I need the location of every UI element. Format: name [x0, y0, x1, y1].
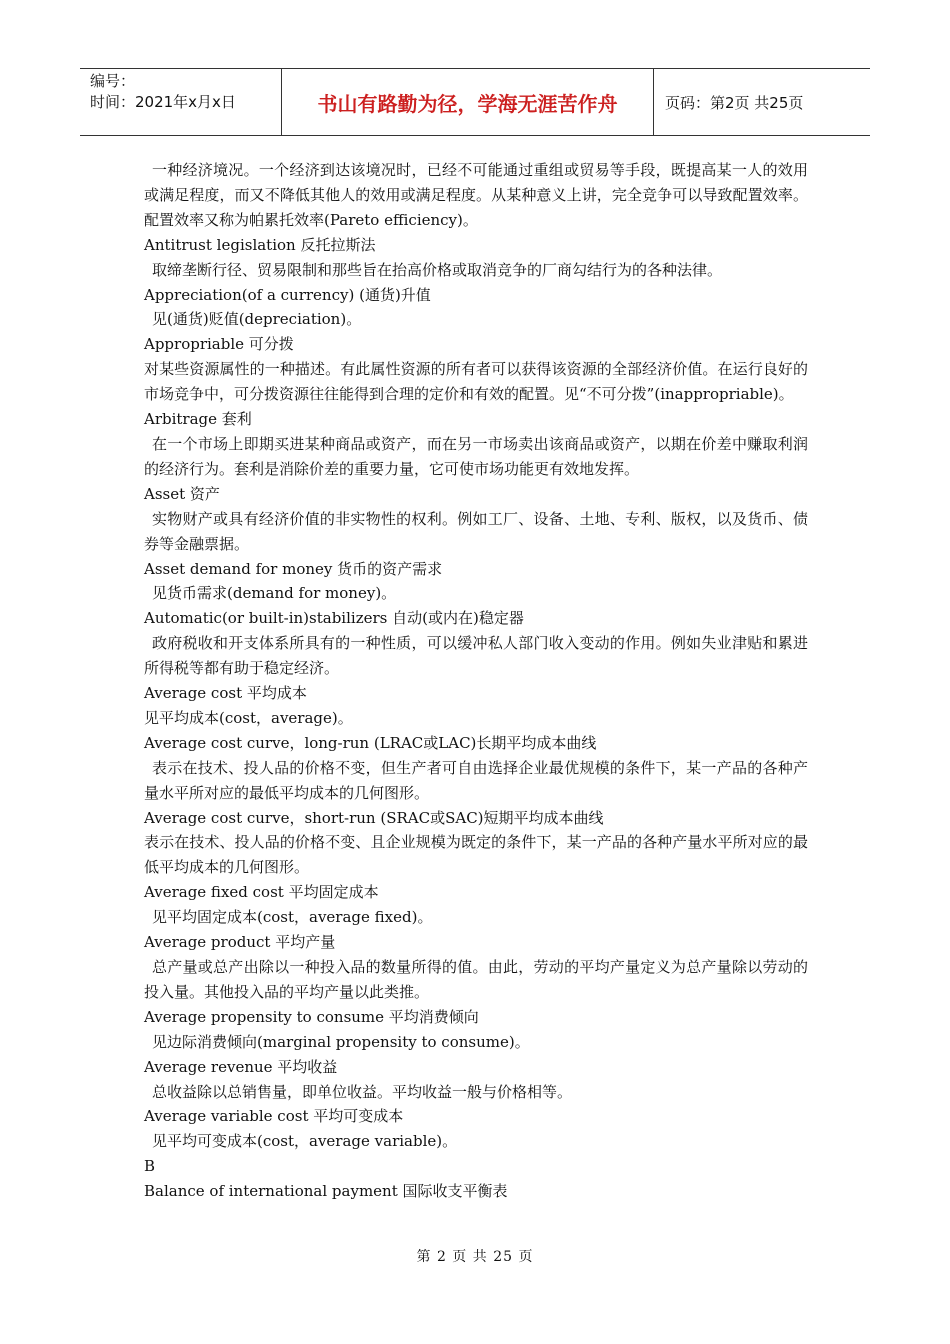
glossary-term: B	[144, 1157, 156, 1176]
glossary-term: Balance of international payment 国际收支平衡表	[144, 1182, 508, 1201]
glossary-term: Average revenue 平均收益	[144, 1057, 338, 1076]
glossary-term: Arbitrage 套利	[144, 410, 252, 429]
glossary-definition: 见平均成本(cost，average)。	[144, 708, 353, 727]
glossary-term: Appreciation(of a currency) (通货)升值	[144, 285, 431, 304]
page-footer	[0, 1246, 950, 1266]
document-date-label: 时间：2021年x月x日	[90, 93, 236, 111]
glossary-term: Automatic(or built-in)stabilizers 自动(或内在)稳定器	[144, 609, 524, 628]
glossary-definition: 实物财产或具有经济价值的非实物性的权利。例如工厂、设备、土地、专利、版权，以及货币、债券等金融票据。	[144, 509, 808, 553]
glossary-term: Average fixed cost 平均固定成本	[144, 883, 379, 902]
glossary-definition: 总产量或总产出除以一种投入品的数量所得的值。由此，劳动的平均产量定义为总产量除以劳动的投入量。其他投入品的平均产量以此类推。	[144, 958, 808, 1001]
page-header	[80, 68, 870, 136]
glossary-definition: 见平均固定成本(cost，average fixed)。	[152, 908, 433, 927]
glossary-definition: 表示在技术、投人品的价格不变、且企业规模为既定的条件下，某一产品的各种产量水平所对应的最低平均成本的几何图形。	[144, 833, 808, 877]
glossary-definition: 表示在技术、投人品的价格不变，但生产者可自由选择企业最优规模的条件下，某一产品的各种产量水平所对应的最低平均成本的几何图形。	[144, 758, 808, 802]
header-page-info-cell	[654, 69, 870, 135]
glossary-definition: 见平均可变成本(cost，average variable)。	[152, 1132, 458, 1151]
footer-page-number: 第 2 页 共 25 页	[416, 1249, 534, 1265]
glossary-definition: 取缔垄断行径、贸易限制和那些旨在抬高价格或取消竞争的厂商勾结行为的各种法律。	[152, 260, 723, 279]
glossary-definition: 政府税收和开支体系所具有的一种性质，可以缓冲私人部门收入变动的作用。例如失业津贴和累进所得税等都有助于稳定经济。	[144, 634, 808, 678]
glossary-term: Average cost curve，long-run (LRAC或LAC)长期平均成本曲线	[144, 733, 597, 752]
glossary-content	[144, 158, 808, 1204]
glossary-definition: 在一个市场上即期买进某种商品或资产，而在另一市场卖出该商品或资产，以期在价差中赚取利润的经济行为。套利是消除价差的重要力量，它可使市场功能更有效地发挥。	[144, 434, 808, 478]
glossary-term: Antitrust legislation 反托拉斯法	[144, 235, 376, 254]
glossary-definition: 见边际消费倾向(marginal propensity to consume)。	[152, 1032, 530, 1051]
glossary-term: Average product 平均产量	[144, 933, 336, 952]
glossary-term: Average cost curve，short-run (SRAC或SAC)短期平均成本曲线	[144, 808, 604, 827]
header-motto: 书山有路勤为径，学海无涯苦作舟	[317, 91, 618, 116]
glossary-definition: 一种经济境况。一个经济到达该境况时，已经不可能通过重组或贸易等手段，既提高某一人的效用或满足程度，而又不降低其他人的效用或满足程度。从某种意义上讲，完全竞争可以导致配置效率。配置效率又称为帕累托效率(Pareto efficiency)。	[144, 161, 808, 229]
glossary-term: Average propensity to consume 平均消费倾向	[144, 1007, 479, 1026]
document-number-label: 编号：	[90, 72, 136, 90]
glossary-term: Average cost 平均成本	[144, 684, 307, 703]
glossary-definition: 见货币需求(demand for money)。	[152, 584, 397, 603]
glossary-term: Asset 资产	[144, 484, 220, 503]
header-page-info: 页码：第2页 共25页	[665, 93, 804, 112]
glossary-term: Appropriable 可分拨	[144, 335, 294, 354]
glossary-term: Average variable cost 平均可变成本	[144, 1107, 404, 1126]
glossary-definition: 见(通货)贬值(depreciation)。	[152, 310, 362, 329]
glossary-definition: 对某些资源属性的一种描述。有此属性资源的所有者可以获得该资源的全部经济价值。在运行良好的市场竞争中，可分拨资源往往能得到合理的定价和有效的配置。见“不可分拨”(inappropriable)。	[144, 360, 808, 404]
glossary-term: Asset demand for money 货币的资产需求	[144, 559, 443, 578]
glossary-definition: 总收益除以总销售量，即单位收益。平均收益一般与价格相等。	[152, 1082, 573, 1101]
header-motto-cell	[282, 69, 654, 135]
header-meta	[80, 69, 282, 135]
